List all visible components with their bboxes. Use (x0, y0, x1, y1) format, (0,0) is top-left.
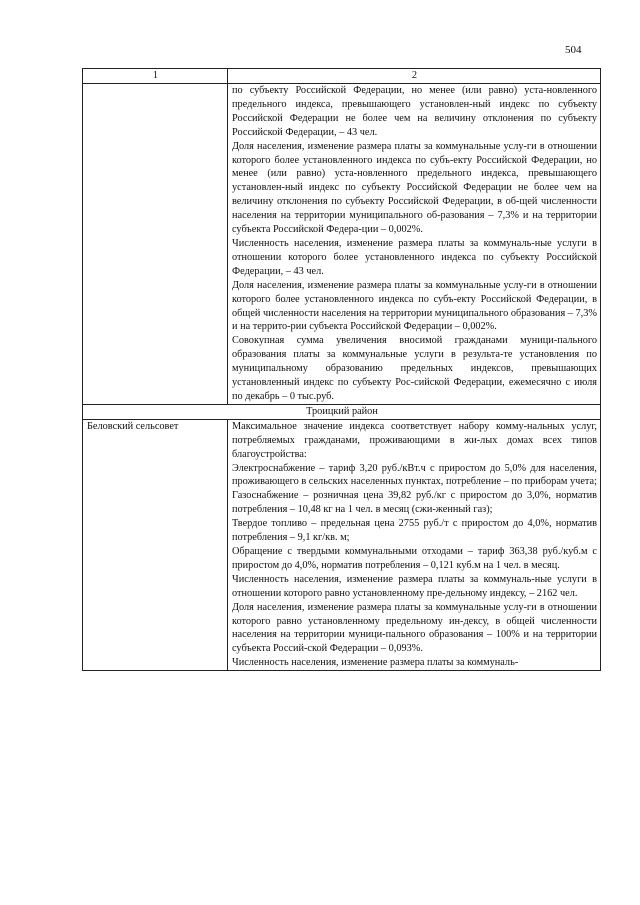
paragraph: Твердое топливо – предельная цена 2755 руб./т с приростом до 4,0%, норматив потребления – 9,1 кг/кв. м; (232, 518, 597, 544)
column-header-1: 1 (83, 69, 228, 84)
paragraph: Доля населения, изменение размера платы за коммунальные услу-ги в отношении которого равно установленному предельному ин-дексу, в общей численности населения на территории муници-пального образования – 100% и на территории субъекта Россий-ской Федерации – 0,093%. (232, 601, 597, 655)
municipality-name: Беловский сельсовет (83, 419, 228, 670)
paragraph: по субъекту Российской Федерации, но менее (или равно) уста-новленного предельного индекса, превышающего установлен-ный индекс по субъекту Российской Федерации не более чем на величину отклонения по субъекту Российской Федерации, – 43 чел. (232, 85, 597, 138)
paragraph: Обращение с твердыми коммунальными отходами – тариф 363,38 руб./куб.м с приростом до 4,0%, норматив потребления – 0,121 куб.м на 1 чел. в месяц. (232, 546, 597, 571)
municipality-cell-empty (83, 84, 228, 405)
district-title: Троицкий район (83, 404, 601, 419)
paragraph: Доля населения, изменение размера платы за коммунальные услу-ги в отношении которого более установленного индекса по субъ-екту Российской Федерации, в общей численности населения на территории муниципального образования – 7,3% и на террито-рии субъекта Российской Федерации – 0,002%. (232, 279, 597, 333)
paragraph: Доля населения, изменение размера платы за коммунальные услу-ги в отношении которого более установленного индекса по субъ-екту Российской Федерации, но менее (или равно) уста-новленного предельного индекса, превышающего установлен-ный индекс по субъекту Российской Федерации не более чем на величину отклонения по субъекту Российской Федерации, в об-щей численности населения на территории муниципального об-разования – 7,3% и на территории субъекта Российской Федера-ции – 0,002%. (232, 140, 597, 236)
column-header-2: 2 (228, 69, 601, 84)
description-cell (228, 419, 601, 670)
paragraph: Численность населения, изменение размера платы за коммуналь-ные услуги в отношении которого более установленного индекса по субъекту Российской Федерации, – 43 чел. (232, 237, 597, 277)
section-row (83, 404, 601, 419)
page-number: 504 (565, 44, 582, 56)
paragraph: Численность населения, изменение размера платы за коммуналь- (232, 657, 519, 669)
tariff-table (82, 68, 601, 671)
paragraph: Максимальное значение индекса соответствует набору комму-нальных услуг, потребляемых гражданами, проживающими в жи-лых домах всех типов благоустройства: (232, 420, 597, 460)
table-row (83, 84, 601, 405)
paragraph: Совокупная сумма увеличения вносимой гражданами муници-пального образования платы за коммунальные услуги в результа-те установления по муниципальному образованию предельных индексов, превышающих установленный индекс по субъекту Рос-сийской Федерации, ежемесячно с июля по декабрь – 0 тыс.руб. (232, 335, 597, 402)
paragraph: Численность населения, изменение размера платы за коммуналь-ные услуги в отношении которого равно установленному пре-дельному индексу, – 2162 чел. (232, 573, 597, 599)
paragraph: Газоснабжение – розничная цена 39,82 руб./кг с приростом до 3,0%, норматив потребления – 10,48 кг на 1 чел. в месяц (сжи-женный газ); (232, 490, 597, 516)
table-row (83, 419, 601, 670)
description-cell (228, 84, 601, 405)
table-header-row (83, 69, 601, 84)
paragraph: Электроснабжение – тариф 3,20 руб./кВт.ч с приростом до 5,0% для населения, проживающего в сельских населенных пунктах, потребление – по приборам учета; (232, 462, 597, 488)
